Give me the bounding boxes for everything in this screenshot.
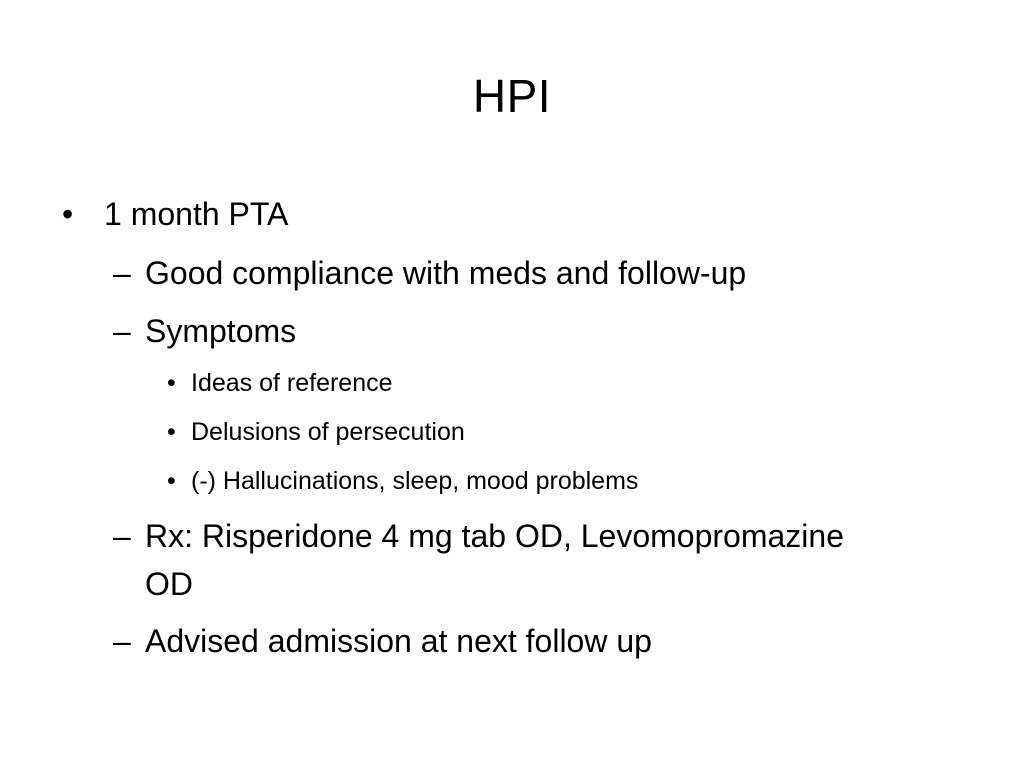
bullet-dot-icon: • <box>62 196 74 232</box>
bullet-dot-icon: • <box>167 467 176 495</box>
sub-bullet-text: Advised admission at next follow up <box>145 623 652 659</box>
sub-bullet-text: Good compliance with meds and follow-up <box>145 255 747 291</box>
slide-title: HPI <box>472 70 552 122</box>
dash-marker-icon: – <box>113 255 131 291</box>
sub-bullet-text-line-1: Rx: Risperidone 4 mg tab OD, Levomopromazine <box>145 518 844 554</box>
sub-bullet-text: Symptoms <box>145 313 297 349</box>
dash-marker-icon: – <box>113 623 131 659</box>
bullet-dot-icon: • <box>167 418 176 446</box>
sub-sub-bullet-text: (-) Hallucinations, sleep, mood problems <box>191 467 639 495</box>
sub-sub-bullet-text: Delusions of persecution <box>191 418 465 446</box>
dash-marker-icon: – <box>113 518 131 554</box>
bullet-text: 1 month PTA <box>104 196 289 232</box>
sub-bullet-text-line-2: OD <box>145 566 193 602</box>
bullet-dot-icon: • <box>167 369 176 397</box>
dash-marker-icon: – <box>113 313 131 349</box>
sub-sub-bullet-text: Ideas of reference <box>191 369 393 397</box>
